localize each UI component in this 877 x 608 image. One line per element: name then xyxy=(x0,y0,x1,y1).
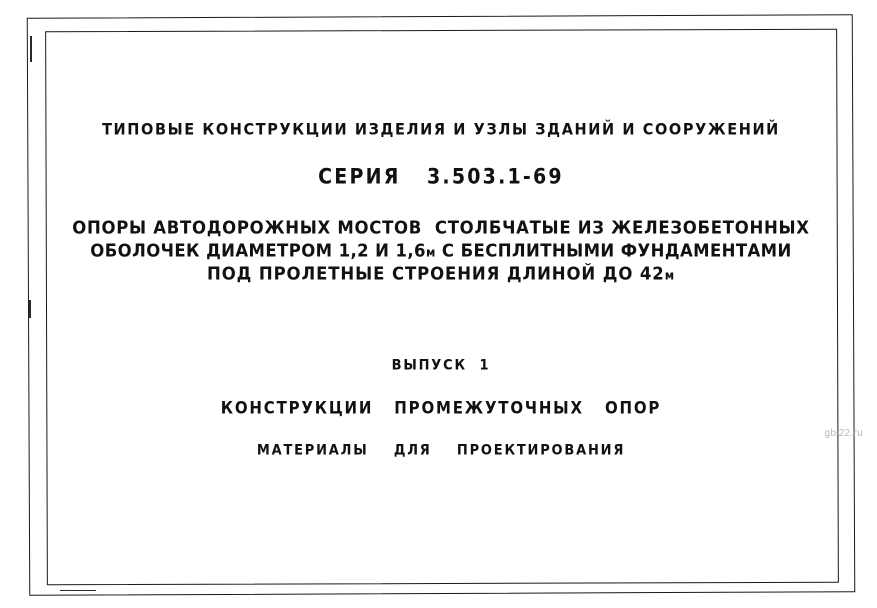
watermark-text: gbi22.ru xyxy=(824,428,863,439)
title-line-1: ОПОРЫ АВТОДОРОЖНЫХ МОСТОВ СТОЛБЧАТЫЕ ИЗ ЖЕЛЕЗОБЕТОННЫХ xyxy=(72,216,810,238)
title-line-3-part-a: ПОД ПРОЛЕТНЫЕ СТРОЕНИЯ ДЛИНОЙ ДО 42 xyxy=(206,262,665,284)
section-title: КОНСТРУКЦИИ ПРОМЕЖУТОЧНЫХ ОПОР xyxy=(220,398,662,419)
title-line-2 xyxy=(46,241,836,262)
purpose-subtitle: МАТЕРИАЛЫ ДЛЯ ПРОЕКТИРОВАНИЯ xyxy=(256,441,626,459)
document-header-text: ТИПОВЫЕ КОНСТРУКЦИИ ИЗДЕЛИЯ И УЗЛЫ ЗДАНИЙ И СООРУЖЕНИЙ xyxy=(102,120,780,139)
series-number: СЕРИЯ 3.503.1-69 xyxy=(318,164,564,189)
issue-number: ВЫПУСК 1 xyxy=(391,357,491,375)
title-line-3-unit: м xyxy=(664,266,676,283)
title-line-3 xyxy=(46,264,836,285)
title-line-2-unit: м xyxy=(425,243,436,260)
title-line-2-part-a: ОБОЛОЧЕК ДИАМЕТРОМ 1,2 И 1,6 xyxy=(90,239,426,261)
title-page-content xyxy=(46,30,836,582)
title-line-2-part-b: С БЕСПЛИТНЫМИ ФУНДАМЕНТАМИ xyxy=(435,239,792,261)
document-title xyxy=(46,217,836,284)
scan-artifact-left-mid xyxy=(29,300,31,318)
scan-artifact-bottom xyxy=(60,590,96,591)
scan-artifact-left-top xyxy=(30,36,32,62)
